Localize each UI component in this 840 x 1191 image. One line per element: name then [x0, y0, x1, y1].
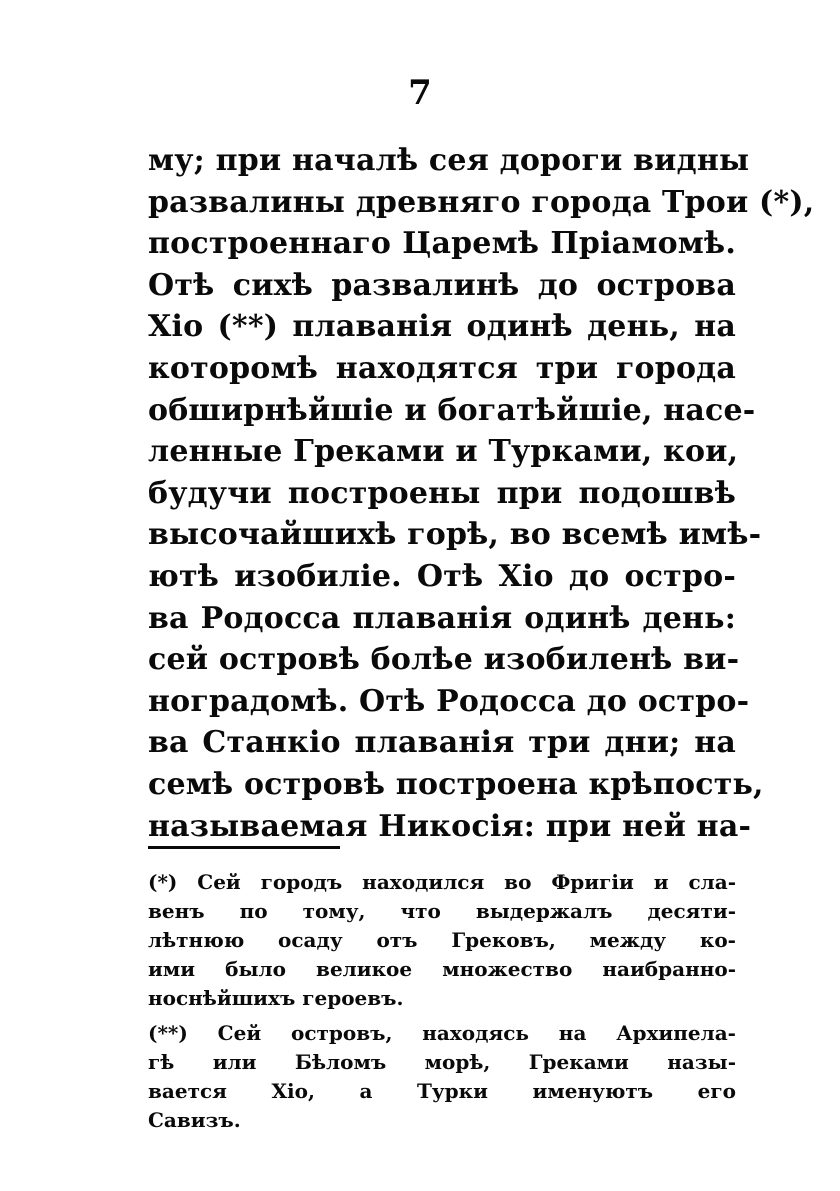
footnotes — [148, 868, 736, 1141]
text-line: построеннаго Царемѣ Пріамомѣ. — [148, 226, 736, 262]
text-line: высочайшихѣ горѣ, во всемѣ имѣ- — [148, 517, 762, 553]
footnote-line: (**) Сей островъ, находясь на Архипела- — [148, 1021, 736, 1045]
text-line: ноградомѣ. Отѣ Родосса до остро- — [148, 683, 750, 719]
footnote-2 — [148, 1019, 736, 1135]
text-line: которомѣ находятся три города — [148, 350, 736, 386]
text-line: Хіо (**) плаванія одинѣ день, на — [148, 309, 736, 345]
footnote-line: венъ по тому, что выдержалъ десяти- — [148, 899, 736, 923]
text-line: сей островѣ болѣе изобиленѣ ви- — [148, 642, 740, 678]
text-line: будучи построены при подошвѣ — [148, 475, 736, 511]
text-line: му; при началѣ сея дороги видны — [148, 143, 750, 178]
footnote-line: лѣтнюю осаду отъ Грековъ, между ко- — [148, 928, 736, 952]
text-line: ленные Греками и Турками, кои, — [148, 434, 739, 470]
footnote-line: (*) Сей городъ находился во Фригіи и сла- — [148, 870, 736, 894]
text-line: семѣ островѣ построена крѣпость, — [148, 766, 764, 802]
page-number: 7 — [408, 73, 432, 113]
text-line: ва Станкіо плаванія три дни; на — [148, 725, 736, 761]
text-line: ютѣ изобиліе. Отѣ Хіо до остро- — [148, 558, 736, 594]
main-text — [148, 140, 815, 847]
footnote-line: вается Хіо, а Турки именуютъ его — [148, 1079, 736, 1103]
footnote-1 — [148, 868, 736, 1013]
footnote-line: ими было великое множество наибранно- — [148, 957, 736, 981]
text-line: Отѣ сихѣ развалинѣ до острова — [148, 267, 736, 303]
text-line: называемая Никосія: при ней на- — [148, 808, 752, 844]
text-line: обширнѣйшіе и богатѣйшіе, насе- — [148, 392, 756, 428]
footnote-line: Савизъ. — [148, 1108, 241, 1132]
footnote-separator — [148, 846, 340, 849]
text-line: развалины древняго города Трои (*), — [148, 184, 815, 220]
footnote-line: гѣ или Бѣломъ морѣ, Греками назы- — [148, 1050, 736, 1074]
text-line: ва Родосса плаванія одинѣ день: — [148, 600, 736, 636]
footnote-line: носнѣйшихъ героевъ. — [148, 986, 404, 1010]
